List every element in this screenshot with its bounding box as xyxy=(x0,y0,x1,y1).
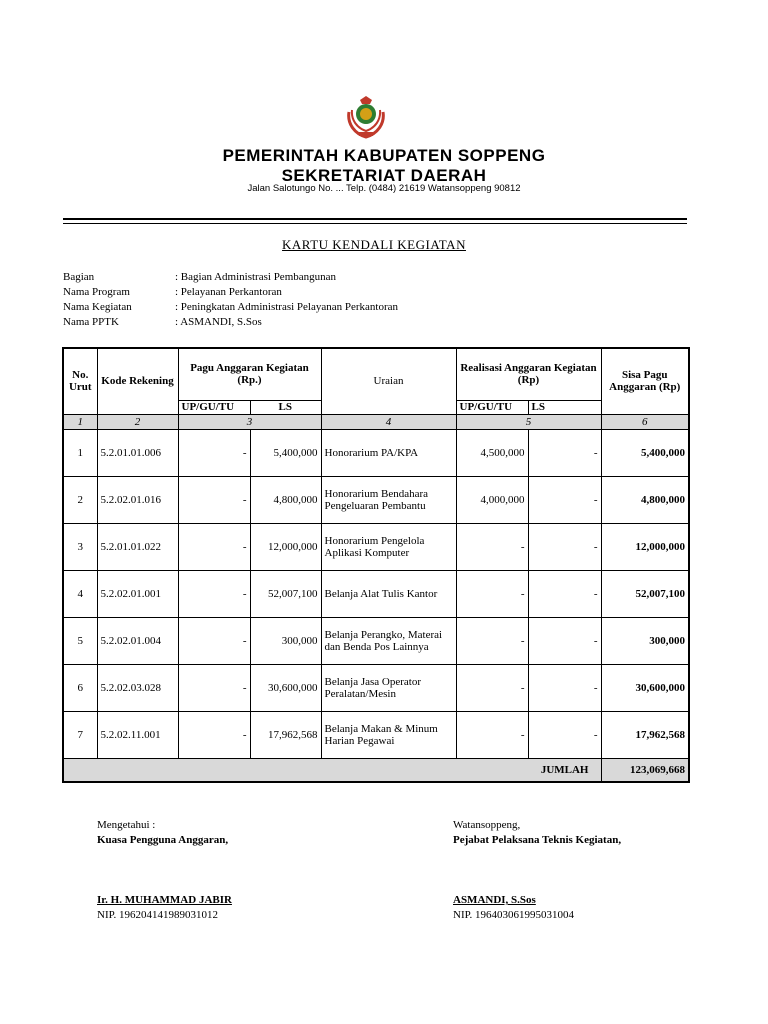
column-number: 5 xyxy=(456,414,601,429)
header-government-name: PEMERINTAH KABUPATEN SOPPENG xyxy=(222,146,546,165)
cell-no: 6 xyxy=(63,664,97,711)
column-number: 2 xyxy=(97,414,178,429)
info-label: Nama Program xyxy=(63,286,130,298)
sig-left-heading: Mengetahui : xyxy=(97,819,156,831)
cell-real-ls: - xyxy=(528,523,601,570)
table-row xyxy=(63,617,689,664)
info-label: Nama PPTK xyxy=(63,316,119,328)
cell-no: 3 xyxy=(63,523,97,570)
header-pagu-ls: LS xyxy=(250,400,321,414)
table-row xyxy=(63,711,689,758)
info-value: : Bagian Administrasi Pembangunan xyxy=(175,271,337,283)
total-value: 123,069,668 xyxy=(601,758,689,782)
sig-right-name: ASMANDI, S.Sos xyxy=(453,894,536,906)
cell-real-ls: - xyxy=(528,711,601,758)
info-row-kegiatan xyxy=(63,300,398,315)
info-label: Nama Kegiatan xyxy=(63,301,132,313)
cell-sisa: 30,600,000 xyxy=(601,664,689,711)
header-real-upgutu: UP/GU/TU xyxy=(456,400,528,414)
budget-control-table xyxy=(62,347,690,783)
table-row xyxy=(63,429,689,476)
cell-uraian: Honorarium PA/KPA xyxy=(321,429,456,476)
cell-no: 7 xyxy=(63,711,97,758)
header-pagu: Pagu Anggaran Kegiatan (Rp.) xyxy=(178,348,321,400)
signature-name-left xyxy=(97,893,232,923)
cell-pagu-ls: 12,000,000 xyxy=(250,523,321,570)
cell-real-up: - xyxy=(456,523,528,570)
cell-pagu-up: - xyxy=(178,711,250,758)
signature-block-right xyxy=(453,818,621,848)
table-row xyxy=(63,523,689,570)
cell-kode: 5.2.02.01.016 xyxy=(97,476,178,523)
regency-emblem-logo xyxy=(343,94,389,140)
info-row-bagian xyxy=(63,270,336,285)
header-divider-thin xyxy=(63,223,687,224)
cell-kode: 5.2.02.01.001 xyxy=(97,570,178,617)
sig-right-nip: NIP. 196403061995031004 xyxy=(453,909,575,921)
info-row-pptk xyxy=(63,315,262,330)
header-sisa: Sisa Pagu Anggaran (Rp) xyxy=(601,348,689,414)
cell-real-up: - xyxy=(456,664,528,711)
cell-kode: 5.2.01.01.006 xyxy=(97,429,178,476)
sig-right-role: Pejabat Pelaksana Teknis Kegiatan, xyxy=(453,834,622,846)
cell-pagu-up: - xyxy=(178,429,250,476)
column-number: 3 xyxy=(178,414,321,429)
cell-pagu-up: - xyxy=(178,523,250,570)
cell-pagu-up: - xyxy=(178,664,250,711)
header-uraian: Uraian xyxy=(321,348,456,414)
cell-sisa: 52,007,100 xyxy=(601,570,689,617)
cell-real-ls: - xyxy=(528,570,601,617)
sig-left-nip: NIP. 196204141989031012 xyxy=(97,909,219,921)
cell-pagu-ls: 4,800,000 xyxy=(250,476,321,523)
total-label: JUMLAH xyxy=(63,758,601,782)
sig-left-name: Ir. H. MUHAMMAD JABIR xyxy=(97,894,232,906)
cell-no: 1 xyxy=(63,429,97,476)
cell-pagu-ls: 52,007,100 xyxy=(250,570,321,617)
header-kode: Kode Rekening xyxy=(97,348,178,414)
cell-kode: 5.2.02.03.028 xyxy=(97,664,178,711)
total-row xyxy=(63,758,689,782)
cell-real-up: 4,000,000 xyxy=(456,476,528,523)
cell-kode: 5.2.01.01.022 xyxy=(97,523,178,570)
cell-sisa: 300,000 xyxy=(601,617,689,664)
cell-pagu-up: - xyxy=(178,617,250,664)
cell-pagu-up: - xyxy=(178,476,250,523)
sig-right-heading: Watansoppeng, xyxy=(453,819,521,831)
column-number: 1 xyxy=(63,414,97,429)
info-value: : ASMANDI, S.Sos xyxy=(175,316,262,328)
header-pagu-upgutu: UP/GU/TU xyxy=(178,400,250,414)
cell-real-up: 4,500,000 xyxy=(456,429,528,476)
table-row xyxy=(63,570,689,617)
cell-sisa: 17,962,568 xyxy=(601,711,689,758)
cell-real-ls: - xyxy=(528,429,601,476)
cell-sisa: 12,000,000 xyxy=(601,523,689,570)
header-real-ls: LS xyxy=(528,400,601,414)
table-row xyxy=(63,664,689,711)
header-no: No. Urut xyxy=(63,348,97,414)
cell-pagu-up: - xyxy=(178,570,250,617)
table-row xyxy=(63,476,689,523)
cell-uraian: Belanja Jasa Operator Peralatan/Mesin xyxy=(321,664,456,711)
cell-real-ls: - xyxy=(528,664,601,711)
header-address: Jalan Salotungo No. ... Telp. (0484) 21619 Watansoppeng 90812 xyxy=(247,183,521,194)
cell-no: 2 xyxy=(63,476,97,523)
info-label: Bagian xyxy=(63,271,95,283)
cell-no: 5 xyxy=(63,617,97,664)
info-row-program xyxy=(63,285,282,300)
sig-left-role: Kuasa Pengguna Anggaran, xyxy=(97,834,229,846)
cell-uraian: Belanja Perangko, Materai dan Benda Pos Lainnya xyxy=(321,617,456,664)
info-value: : Pelayanan Perkantoran xyxy=(175,286,282,298)
signature-block-left xyxy=(97,818,228,848)
cell-uraian: Honorarium Bendahara Pengeluaran Pembantu xyxy=(321,476,456,523)
info-value: : Peningkatan Administrasi Pelayanan Perkantoran xyxy=(175,301,399,313)
cell-kode: 5.2.02.11.001 xyxy=(97,711,178,758)
header-realisasi: Realisasi Anggaran Kegiatan (Rp) xyxy=(456,348,601,400)
cell-real-ls: - xyxy=(528,617,601,664)
cell-real-ls: - xyxy=(528,476,601,523)
header-divider-thick xyxy=(63,218,687,220)
cell-pagu-ls: 30,600,000 xyxy=(250,664,321,711)
column-number: 6 xyxy=(601,414,689,429)
cell-sisa: 4,800,000 xyxy=(601,476,689,523)
cell-no: 4 xyxy=(63,570,97,617)
cell-pagu-ls: 5,400,000 xyxy=(250,429,321,476)
signature-name-right xyxy=(453,893,574,923)
cell-real-up: - xyxy=(456,617,528,664)
cell-uraian: Belanja Alat Tulis Kantor xyxy=(321,570,456,617)
cell-sisa: 5,400,000 xyxy=(601,429,689,476)
cell-uraian: Honorarium Pengelola Aplikasi Komputer xyxy=(321,523,456,570)
document-title: KARTU KENDALI KEGIATAN xyxy=(282,237,466,252)
cell-real-up: - xyxy=(456,711,528,758)
cell-kode: 5.2.02.01.004 xyxy=(97,617,178,664)
cell-real-up: - xyxy=(456,570,528,617)
column-number: 4 xyxy=(321,414,456,429)
cell-pagu-ls: 17,962,568 xyxy=(250,711,321,758)
cell-pagu-ls: 300,000 xyxy=(250,617,321,664)
header-office-name: SEKRETARIAT DAERAH xyxy=(281,166,487,185)
cell-uraian: Belanja Makan & Minum Harian Pegawai xyxy=(321,711,456,758)
